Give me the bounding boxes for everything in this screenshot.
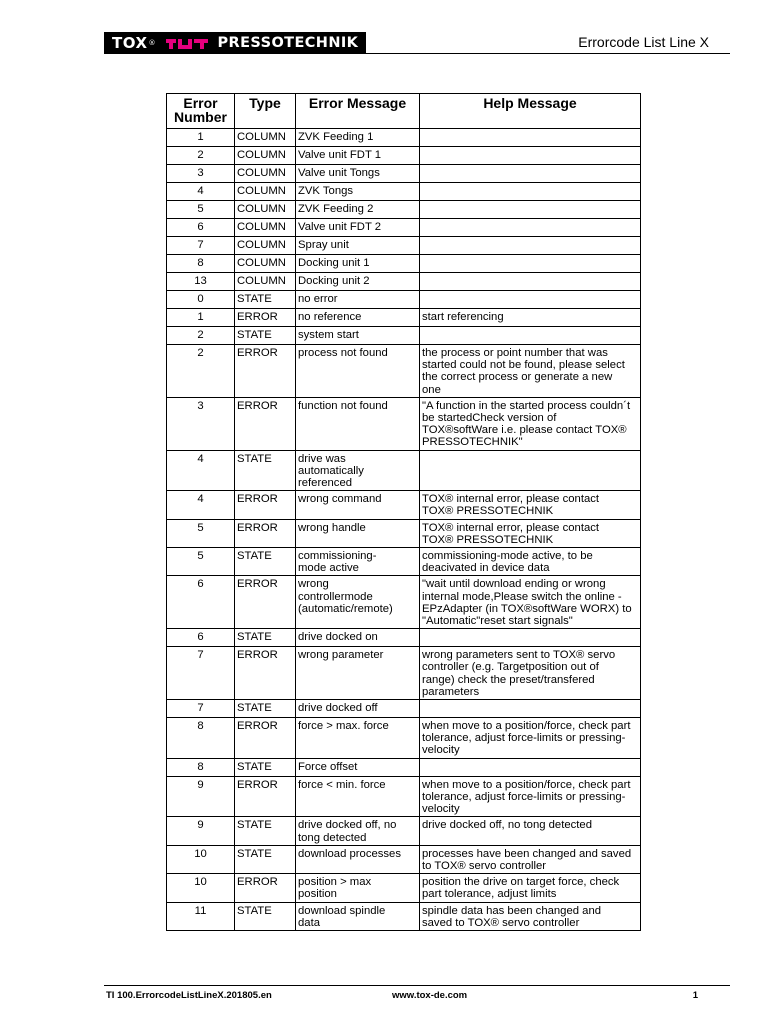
error-message-cell: Docking unit 2 bbox=[296, 273, 420, 291]
help-message-cell bbox=[420, 327, 641, 345]
help-message-cell bbox=[420, 147, 641, 165]
footer-document-id: TI 100.ErrorcodeListLineX.201805.en bbox=[106, 990, 272, 1001]
help-message-cell bbox=[420, 183, 641, 201]
help-message-cell: "wait until download ending or wrong internal mode,Please switch the online - EPzAdapter (in TOX®softWare WORX) to "Automatic"reset start signals" bbox=[420, 576, 641, 629]
error-number-cell: 5 bbox=[167, 548, 235, 576]
error-number-cell: 2 bbox=[167, 327, 235, 345]
error-number-cell: 6 bbox=[167, 629, 235, 647]
header-rule bbox=[104, 53, 730, 54]
help-message-cell bbox=[420, 255, 641, 273]
error-number-cell: 4 bbox=[167, 183, 235, 201]
table-row bbox=[167, 548, 641, 576]
error-message-cell: no error bbox=[296, 291, 420, 309]
error-number-cell: 1 bbox=[167, 129, 235, 147]
type-cell: COLUMN bbox=[235, 219, 296, 237]
error-message-cell: ZVK Feeding 1 bbox=[296, 129, 420, 147]
table-row bbox=[167, 255, 641, 273]
help-message-cell bbox=[420, 291, 641, 309]
type-cell: ERROR bbox=[235, 345, 296, 398]
table-row bbox=[167, 902, 641, 930]
error-number-cell: 5 bbox=[167, 201, 235, 219]
table-row bbox=[167, 129, 641, 147]
tox-logo bbox=[104, 32, 366, 54]
table-row bbox=[167, 327, 641, 345]
error-message-cell: drive was automatically referenced bbox=[296, 450, 420, 491]
error-message-cell: process not found bbox=[296, 345, 420, 398]
type-cell: STATE bbox=[235, 327, 296, 345]
help-message-cell: start referencing bbox=[420, 309, 641, 327]
help-message-cell: "A function in the started process couldn´t be startedCheck version of TOX®softWare i.e. please contact TOX® PRESSOTECHNIK" bbox=[420, 397, 641, 450]
table-row bbox=[167, 183, 641, 201]
help-message-cell: commissioning-mode active, to be deacivated in device data bbox=[420, 548, 641, 576]
error-number-cell: 9 bbox=[167, 776, 235, 817]
help-message-cell bbox=[420, 758, 641, 776]
error-number-cell: 7 bbox=[167, 700, 235, 718]
type-cell: COLUMN bbox=[235, 129, 296, 147]
type-cell: STATE bbox=[235, 700, 296, 718]
error-number-cell: 4 bbox=[167, 450, 235, 491]
type-cell: ERROR bbox=[235, 718, 296, 759]
help-message-cell bbox=[420, 273, 641, 291]
type-cell: COLUMN bbox=[235, 147, 296, 165]
help-message-cell bbox=[420, 700, 641, 718]
type-cell: ERROR bbox=[235, 309, 296, 327]
column-header-error-message: Error Message bbox=[296, 94, 420, 129]
error-number-cell: 9 bbox=[167, 817, 235, 845]
column-header-help-message: Help Message bbox=[420, 94, 641, 129]
column-header-error-number: Error Number bbox=[167, 94, 235, 129]
error-number-cell: 3 bbox=[167, 165, 235, 183]
type-cell: STATE bbox=[235, 548, 296, 576]
table-row bbox=[167, 647, 641, 700]
error-number-cell: 1 bbox=[167, 309, 235, 327]
type-cell: STATE bbox=[235, 817, 296, 845]
table-row bbox=[167, 758, 641, 776]
error-message-cell: Valve unit FDT 1 bbox=[296, 147, 420, 165]
type-cell: STATE bbox=[235, 845, 296, 873]
error-number-cell: 8 bbox=[167, 758, 235, 776]
error-message-cell: Docking unit 1 bbox=[296, 255, 420, 273]
table-row bbox=[167, 291, 641, 309]
help-message-cell: position the drive on target force, check part tolerance, adjust limits bbox=[420, 874, 641, 902]
error-message-cell: Force offset bbox=[296, 758, 420, 776]
error-message-cell: force > max. force bbox=[296, 718, 420, 759]
table-row bbox=[167, 491, 641, 519]
error-message-cell: Valve unit FDT 2 bbox=[296, 219, 420, 237]
error-message-cell: no reference bbox=[296, 309, 420, 327]
help-message-cell bbox=[420, 237, 641, 255]
type-cell: ERROR bbox=[235, 776, 296, 817]
error-message-cell: Valve unit Tongs bbox=[296, 165, 420, 183]
error-message-cell: wrong parameter bbox=[296, 647, 420, 700]
table-row bbox=[167, 273, 641, 291]
table-header-row bbox=[167, 94, 641, 129]
type-cell: COLUMN bbox=[235, 237, 296, 255]
help-message-cell bbox=[420, 450, 641, 491]
error-message-cell: function not found bbox=[296, 397, 420, 450]
help-message-cell bbox=[420, 165, 641, 183]
help-message-cell: when move to a position/force, check part tolerance, adjust force-limits or pressing- velocity bbox=[420, 776, 641, 817]
type-cell: STATE bbox=[235, 291, 296, 309]
table-row bbox=[167, 147, 641, 165]
error-message-cell: drive docked off bbox=[296, 700, 420, 718]
error-number-cell: 13 bbox=[167, 273, 235, 291]
logo-mark-icon bbox=[166, 36, 210, 50]
type-cell: STATE bbox=[235, 758, 296, 776]
error-message-cell: Spray unit bbox=[296, 237, 420, 255]
type-cell: STATE bbox=[235, 902, 296, 930]
table-body bbox=[167, 129, 641, 931]
help-message-cell: TOX® internal error, please contact TOX® PRESSOTECHNIK bbox=[420, 519, 641, 547]
table-row bbox=[167, 845, 641, 873]
footer-page-number: 1 bbox=[692, 990, 698, 1001]
table-row bbox=[167, 237, 641, 255]
error-number-cell: 7 bbox=[167, 647, 235, 700]
type-cell: STATE bbox=[235, 629, 296, 647]
footer-website: www.tox-de.com bbox=[392, 990, 468, 1001]
error-message-cell: drive docked on bbox=[296, 629, 420, 647]
error-number-cell: 8 bbox=[167, 718, 235, 759]
type-cell: ERROR bbox=[235, 397, 296, 450]
type-cell: ERROR bbox=[235, 576, 296, 629]
help-message-cell: the process or point number that was started could not be found, please select the correct process or generate a new one bbox=[420, 345, 641, 398]
error-number-cell: 2 bbox=[167, 345, 235, 398]
type-cell: COLUMN bbox=[235, 183, 296, 201]
error-number-cell: 10 bbox=[167, 874, 235, 902]
table-row bbox=[167, 576, 641, 629]
error-number-cell: 0 bbox=[167, 291, 235, 309]
error-number-cell: 4 bbox=[167, 491, 235, 519]
type-cell: COLUMN bbox=[235, 165, 296, 183]
table-row bbox=[167, 874, 641, 902]
table-row bbox=[167, 309, 641, 327]
error-message-cell: wrong handle bbox=[296, 519, 420, 547]
error-number-cell: 10 bbox=[167, 845, 235, 873]
table-row bbox=[167, 817, 641, 845]
type-cell: COLUMN bbox=[235, 201, 296, 219]
help-message-cell: wrong parameters sent to TOX® servo controller (e.g. Targetposition out of range) check the preset/transfered parameters bbox=[420, 647, 641, 700]
error-number-cell: 7 bbox=[167, 237, 235, 255]
help-message-cell: TOX® internal error, please contact TOX® PRESSOTECHNIK bbox=[420, 491, 641, 519]
error-message-cell: wrong command bbox=[296, 491, 420, 519]
type-cell: STATE bbox=[235, 450, 296, 491]
type-cell: COLUMN bbox=[235, 255, 296, 273]
error-number-cell: 3 bbox=[167, 397, 235, 450]
error-message-cell: ZVK Tongs bbox=[296, 183, 420, 201]
error-message-cell: force < min. force bbox=[296, 776, 420, 817]
error-message-cell: drive docked off, no tong detected bbox=[296, 817, 420, 845]
logo-brand: TOX bbox=[112, 34, 148, 52]
type-cell: ERROR bbox=[235, 647, 296, 700]
error-message-cell: download spindle data bbox=[296, 902, 420, 930]
error-number-cell: 2 bbox=[167, 147, 235, 165]
column-header-type: Type bbox=[235, 94, 296, 129]
table-row bbox=[167, 450, 641, 491]
type-cell: ERROR bbox=[235, 491, 296, 519]
help-message-cell: drive docked off, no tong detected bbox=[420, 817, 641, 845]
error-number-cell: 11 bbox=[167, 902, 235, 930]
help-message-cell bbox=[420, 219, 641, 237]
error-number-cell: 6 bbox=[167, 219, 235, 237]
table-row bbox=[167, 219, 641, 237]
error-number-cell: 5 bbox=[167, 519, 235, 547]
table-row bbox=[167, 776, 641, 817]
type-cell: COLUMN bbox=[235, 273, 296, 291]
error-message-cell: wrong controllermode (automatic/remote) bbox=[296, 576, 420, 629]
table-row bbox=[167, 345, 641, 398]
table-row bbox=[167, 165, 641, 183]
type-cell: ERROR bbox=[235, 519, 296, 547]
type-cell: ERROR bbox=[235, 874, 296, 902]
document-title: Errorcode List Line X bbox=[578, 34, 709, 50]
table-row bbox=[167, 629, 641, 647]
table-row bbox=[167, 201, 641, 219]
table-row bbox=[167, 700, 641, 718]
error-message-cell: position > max position bbox=[296, 874, 420, 902]
help-message-cell bbox=[420, 629, 641, 647]
table-row bbox=[167, 519, 641, 547]
error-message-cell: ZVK Feeding 2 bbox=[296, 201, 420, 219]
error-number-cell: 6 bbox=[167, 576, 235, 629]
error-message-cell: commissioning- mode active bbox=[296, 548, 420, 576]
help-message-cell: processes have been changed and saved to TOX® servo controller bbox=[420, 845, 641, 873]
table-row bbox=[167, 718, 641, 759]
logo-registered-mark: ® bbox=[148, 39, 156, 47]
error-code-table bbox=[166, 93, 641, 931]
logo-company: PRESSOTECHNIK bbox=[217, 35, 359, 51]
footer-rule bbox=[104, 985, 730, 986]
help-message-cell: when move to a position/force, check part tolerance, adjust force-limits or pressing- velocity bbox=[420, 718, 641, 759]
error-message-cell: download processes bbox=[296, 845, 420, 873]
table-row bbox=[167, 397, 641, 450]
error-number-cell: 8 bbox=[167, 255, 235, 273]
help-message-cell bbox=[420, 129, 641, 147]
help-message-cell bbox=[420, 201, 641, 219]
help-message-cell: spindle data has been changed and saved to TOX® servo controller bbox=[420, 902, 641, 930]
error-message-cell: system start bbox=[296, 327, 420, 345]
